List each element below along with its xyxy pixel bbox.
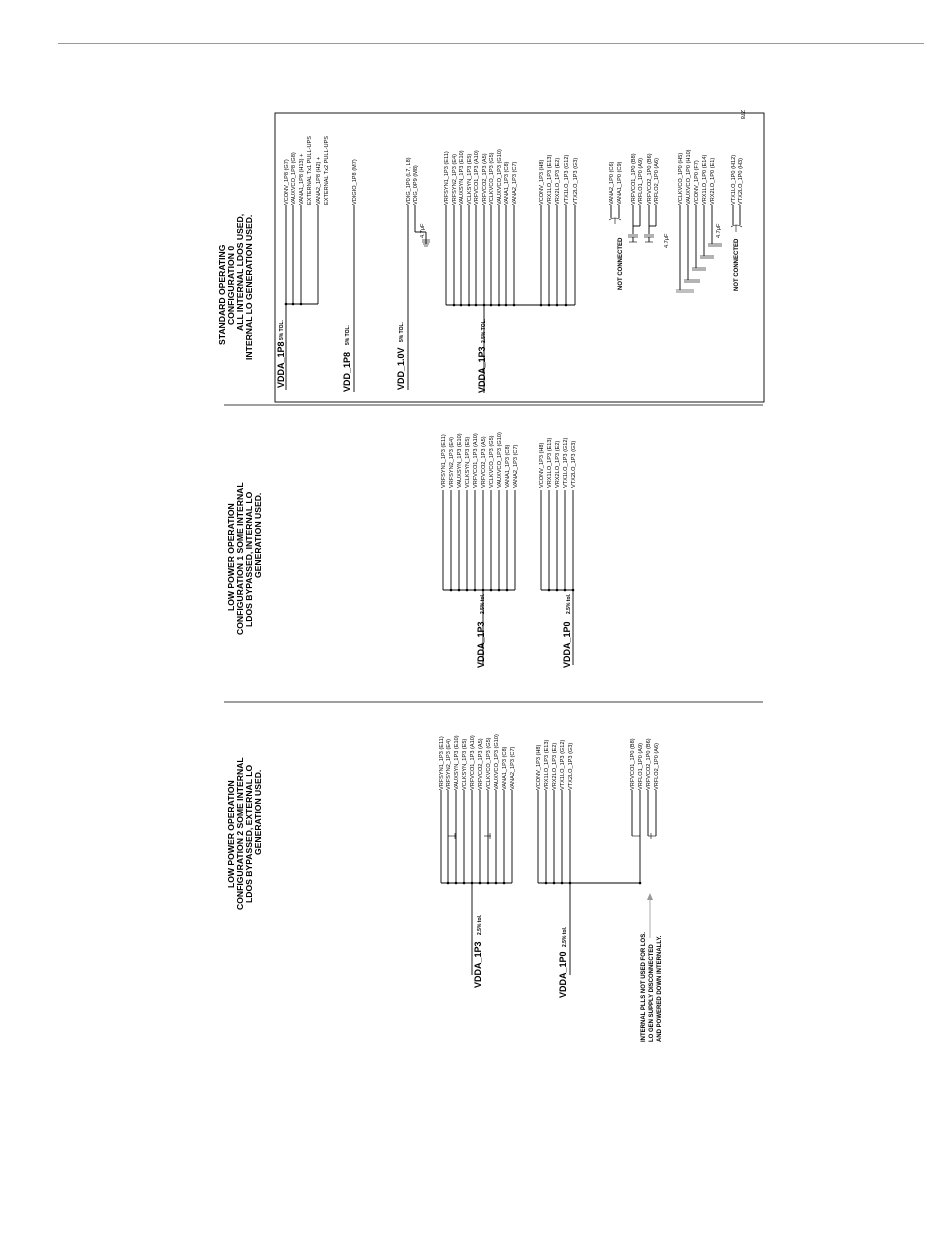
std-group8-pins [678, 149, 716, 205]
std-group7-wiring [628, 205, 656, 242]
svg-text:CONFIGURATION 1 SOME INTERNAL: CONFIGURATION 1 SOME INTERNAL [235, 482, 245, 635]
svg-text:VRFVCO1_1P0 (B8): VRFVCO1_1P0 (B8) [630, 738, 636, 790]
svg-text:VCONV_1P0 (F7): VCONV_1P0 (F7) [694, 160, 700, 205]
std-rxlo-cap: 4.7μF [716, 223, 722, 238]
std-rfvco-cap: 4.7μF [664, 233, 670, 248]
svg-text:VRFLO2_1P0 (A6): VRFLO2_1P0 (A6) [654, 743, 660, 790]
std-group1-pins [284, 136, 330, 205]
figure-number: 278 [739, 110, 745, 120]
svg-text:VRFVCO1_1P3 (A10): VRFVCO1_1P3 (A10) [474, 150, 480, 205]
svg-text:VRX2LO_1P3 (E2): VRX2LO_1P3 (E2) [552, 742, 558, 790]
svg-text:VAUXSYN_1P3 (E10): VAUXSYN_1P3 (E10) [457, 433, 463, 488]
rail-vdda-1p8-tol: 5% TOL. [279, 320, 285, 340]
svg-text:VANA1_1P3 (C8): VANA1_1P3 (C8) [502, 746, 508, 790]
std-group8-wiring [676, 205, 722, 292]
lp1-rail-vdda-1p3: VDDA_1P3 [476, 621, 486, 668]
svg-text:VRFLO1_1P0 (A9): VRFLO1_1P0 (A9) [638, 158, 644, 205]
svg-text:VRFVCO2_1P3 (A5): VRFVCO2_1P3 (A5) [482, 153, 488, 205]
lp2-group-c-pins [630, 738, 660, 790]
svg-text:INTERNAL PLLS NOT USED FOR LOS: INTERNAL PLLS NOT USED FOR LOS. [641, 932, 647, 1042]
rail-vdda-1p3-tol: 2.5% TOL. [481, 318, 487, 343]
std-title [217, 214, 254, 360]
std-group3-wiring [408, 205, 430, 390]
std-group6-pin: VANA2_1P0 (C6) [609, 161, 615, 205]
svg-text:VCLKVCO_1P3 (G5): VCLKVCO_1P3 (G5) [486, 737, 492, 790]
svg-text:VRFSYN2_1P3 (E4): VRFSYN2_1P3 (E4) [452, 154, 458, 205]
std-group9-pin: VTX2LO_1P0 (H3) [738, 158, 744, 205]
svg-text:VCLKSYN_1P3 (E5): VCLKSYN_1P3 (E5) [467, 153, 473, 205]
svg-text:VCLKVCO_1P3 (G5): VCLKVCO_1P3 (G5) [489, 152, 495, 205]
svg-text:VTX2LO_1P3 (G3): VTX2LO_1P3 (G3) [573, 157, 579, 205]
svg-text:ALL INTERNAL LDOS USED,: ALL INTERNAL LDOS USED, [235, 213, 245, 331]
svg-text:VRX1LO_1P3 (E13): VRX1LO_1P3 (E13) [547, 154, 553, 205]
svg-text:VRFSYN1_1P3 (E11): VRFSYN1_1P3 (E11) [439, 736, 445, 790]
std-not-connected-b: NOT CONNECTED [734, 238, 740, 291]
svg-text:VAUXSYN_1P3 (E10): VAUXSYN_1P3 (E10) [459, 150, 465, 205]
lp2-note [641, 932, 663, 1042]
lp1-group-b-pins [539, 437, 577, 488]
svg-text:VRFVCO2_1P0 (B6): VRFVCO2_1P0 (B6) [647, 153, 653, 205]
svg-text:VANA1_1P3 (C8): VANA1_1P3 (C8) [505, 444, 511, 488]
panel-standard-config [217, 110, 764, 402]
std-vdig-cap: 4.7μF [420, 223, 426, 238]
svg-text:VANA2_1P3 (C7): VANA2_1P3 (C7) [512, 161, 518, 205]
lp1-rail-vdda-1p0-tol: 2.5% tol. [566, 593, 572, 614]
svg-text:VAUXSYN_1P3 (E10): VAUXSYN_1P3 (E10) [454, 735, 460, 790]
std-group6-pin: VANA1_1P0 (C9) [617, 161, 623, 205]
std-group4-pins [444, 149, 518, 205]
std-not-connected-a: NOT CONNECTED [618, 237, 624, 290]
lp2-rail-vdda-1p0: VDDA_1P0 [558, 951, 568, 998]
svg-text:VANA2_1P3 (C7): VANA2_1P3 (C7) [510, 746, 516, 790]
svg-text:VANA2_1P8 (H2) +: VANA2_1P8 (H2) + [316, 156, 322, 205]
lp1-group-a-pins [441, 432, 519, 488]
svg-text:LO GEN SUPPLY DISCONNECTED: LO GEN SUPPLY DISCONNECTED [649, 944, 655, 1042]
panel-low-power-config2 [226, 734, 663, 1042]
svg-text:VRFVCO2_1P3 (A5): VRFVCO2_1P3 (A5) [478, 738, 484, 790]
svg-text:VRFVCO2_1P0 (B6): VRFVCO2_1P0 (B6) [646, 738, 652, 790]
svg-text:VRFVCO1_1P3 (A10): VRFVCO1_1P3 (A10) [473, 433, 479, 488]
lp2-title [226, 757, 263, 910]
svg-text:VANA2_1P3 (C7): VANA2_1P3 (C7) [513, 444, 519, 488]
svg-text:VRFLO2_1P0 (A6): VRFLO2_1P0 (A6) [654, 158, 660, 205]
svg-text:VCONV_1P3 (H8): VCONV_1P3 (H8) [539, 159, 545, 205]
svg-text:VCONV_1P8 (G7): VCONV_1P8 (G7) [284, 159, 290, 205]
svg-text:VAUXVCO_1P8 (G8): VAUXVCO_1P8 (G8) [291, 152, 297, 205]
svg-text:VRFVCO1_1P3 (A10): VRFVCO1_1P3 (A10) [470, 735, 476, 790]
svg-text:VAUXVCO_1P0 (H10): VAUXVCO_1P0 (H10) [686, 149, 692, 205]
svg-text:GENERATION USED.: GENERATION USED. [253, 492, 263, 578]
lp2-rail-vdda-1p3-tol: 2.5% tol. [477, 914, 483, 935]
panel-low-power-config1 [226, 432, 577, 668]
lp2-rail-vdda-1p3: VDDA_1P3 [473, 941, 483, 988]
lp1-rail-vdda-1p3-tol: 2.5% tol. [480, 593, 486, 614]
svg-text:VTX1LO_1P3 (G12): VTX1LO_1P3 (G12) [563, 437, 569, 488]
svg-text:VTX2LO_1P3 (G3): VTX2LO_1P3 (G3) [571, 440, 577, 488]
svg-text:VCONV_1P3 (H8): VCONV_1P3 (H8) [536, 744, 542, 790]
svg-text:LDOS BYPASSED, EXTERNAL LO: LDOS BYPASSED, EXTERNAL LO [244, 764, 254, 903]
rail-vdd-1p8: VDD_1P8 [342, 351, 352, 392]
svg-text:CONFIGURATION 0: CONFIGURATION 0 [226, 245, 236, 325]
svg-text:VRX2LO_1P3 (E2): VRX2LO_1P3 (E2) [555, 157, 561, 205]
rail-vdda-1p3: VDDA_1P3 [477, 346, 487, 393]
svg-text:VANA1_1P3 (C8): VANA1_1P3 (C8) [504, 161, 510, 205]
rail-vdda-1p8: VDDA_1P8 [276, 341, 286, 388]
std-group9-pin: VTX1LO_1P0 (H12) [731, 154, 737, 205]
svg-text:LOW POWER OPERATION: LOW POWER OPERATION [226, 503, 236, 611]
std-group3-pin: VDIG_0P9 (M8) [413, 165, 419, 205]
lp2-group-b-wiring [538, 790, 640, 975]
svg-text:VCONV_1P3 (H8): VCONV_1P3 (H8) [539, 442, 545, 488]
lp1-title [226, 482, 263, 635]
svg-text:VRX2LO_1P0 (E1): VRX2LO_1P0 (E1) [710, 157, 716, 205]
std-group9-wiring [731, 205, 742, 232]
rail-vdd-1p0-tol: 5% TOL. [399, 322, 405, 342]
svg-text:STANDARD OPERATING: STANDARD OPERATING [217, 244, 227, 345]
svg-text:VTX1LO_1P3 (G12): VTX1LO_1P3 (G12) [564, 154, 570, 205]
svg-text:LOW POWER OPERATION: LOW POWER OPERATION [226, 780, 236, 888]
svg-text:VAUXVCO_1P3 (G10): VAUXVCO_1P3 (G10) [497, 432, 503, 488]
svg-text:VRX1LO_1P0 (E14): VRX1LO_1P0 (E14) [702, 154, 708, 205]
std-group5-wiring [540, 205, 575, 306]
std-group1-wiring [285, 205, 318, 390]
lp2-group-c-wiring [632, 790, 656, 884]
svg-text:VRFSYN2_1P3 (E4): VRFSYN2_1P3 (E4) [446, 739, 452, 790]
svg-text:VCLKSYN_1P3 (E5): VCLKSYN_1P3 (E5) [462, 738, 468, 790]
std-group5-pins [539, 154, 579, 205]
svg-text:EXTERNAL Tx2 PULL-UPS: EXTERNAL Tx2 PULL-UPS [324, 135, 330, 205]
svg-text:VCLKVCO_1P0 (H5): VCLKVCO_1P0 (H5) [678, 152, 684, 205]
svg-text:VTX1LO_1P3 (G12): VTX1LO_1P3 (G12) [560, 739, 566, 790]
svg-text:CONFIGURATION 2 SOME INTERNAL: CONFIGURATION 2 SOME INTERNAL [235, 757, 245, 910]
svg-text:VAUXVCO_1P3 (G10): VAUXVCO_1P3 (G10) [497, 149, 503, 205]
svg-text:EXTERNAL Tx1 PULL-UPS: EXTERNAL Tx1 PULL-UPS [307, 135, 313, 205]
svg-text:VRFSYN2_1P3 (E4): VRFSYN2_1P3 (E4) [449, 437, 455, 488]
std-group4-wiring [446, 205, 575, 393]
svg-text:VRFVCO2_1P3 (A5): VRFVCO2_1P3 (A5) [481, 436, 487, 488]
lp2-group-a-pins [439, 734, 516, 790]
svg-text:VRFLO1_1P0 (A9): VRFLO1_1P0 (A9) [638, 743, 644, 790]
std-group6-wiring [609, 205, 621, 224]
svg-text:INTERNAL LO GENERATION USED.: INTERNAL LO GENERATION USED. [244, 214, 254, 360]
svg-text:GENERATION USED.: GENERATION USED. [253, 769, 263, 855]
lp2-rail-vdda-1p0-tol: 2.5% tol. [562, 926, 568, 947]
rail-vdd-1p8-tol: 5% TOL. [345, 325, 351, 345]
svg-text:VAUXVCO_1P3 (G10): VAUXVCO_1P3 (G10) [494, 734, 500, 790]
svg-text:VTX2LO_1P3 (G3): VTX2LO_1P3 (G3) [568, 742, 574, 790]
svg-text:VCLKVCO_1P3 (G5): VCLKVCO_1P3 (G5) [489, 435, 495, 488]
svg-text:VRFSYN1_1P3 (E11): VRFSYN1_1P3 (E11) [441, 434, 447, 488]
std-group7-pins [631, 153, 660, 205]
svg-text:AND POWERED DOWN INTERNALLY.: AND POWERED DOWN INTERNALLY. [657, 935, 663, 1042]
svg-text:VANA1_1P8 (H13) +: VANA1_1P8 (H13) + [299, 153, 305, 205]
lp2-group-b-pins [536, 739, 574, 790]
svg-text:VCLKSYN_1P3 (E5): VCLKSYN_1P3 (E5) [465, 436, 471, 488]
lp2-disconnect-arrow-icon [647, 893, 653, 938]
std-group2-pin: VDIGIO_1P8 (M7) [352, 159, 358, 205]
svg-text:VRX1LO_1P3 (E13): VRX1LO_1P3 (E13) [547, 437, 553, 488]
svg-text:VRFSYN1_1P3 (E11): VRFSYN1_1P3 (E11) [444, 151, 450, 205]
std-group3-pin: VDIG_1P0 (L7, L8) [406, 157, 412, 205]
lp1-rail-vdda-1p0: VDDA_1P0 [562, 621, 572, 668]
svg-text:LDOS BYPASSED, INTERNAL LO: LDOS BYPASSED, INTERNAL LO [244, 491, 254, 627]
svg-text:VRX1LO_1P3 (E13): VRX1LO_1P3 (E13) [544, 739, 550, 790]
svg-text:VRFVCO1_1P0 (B8): VRFVCO1_1P0 (B8) [631, 153, 637, 205]
rail-vdd-1p0: VDD_1.0V [396, 347, 406, 390]
svg-text:VRX2LO_1P3 (E2): VRX2LO_1P3 (E2) [555, 440, 561, 488]
